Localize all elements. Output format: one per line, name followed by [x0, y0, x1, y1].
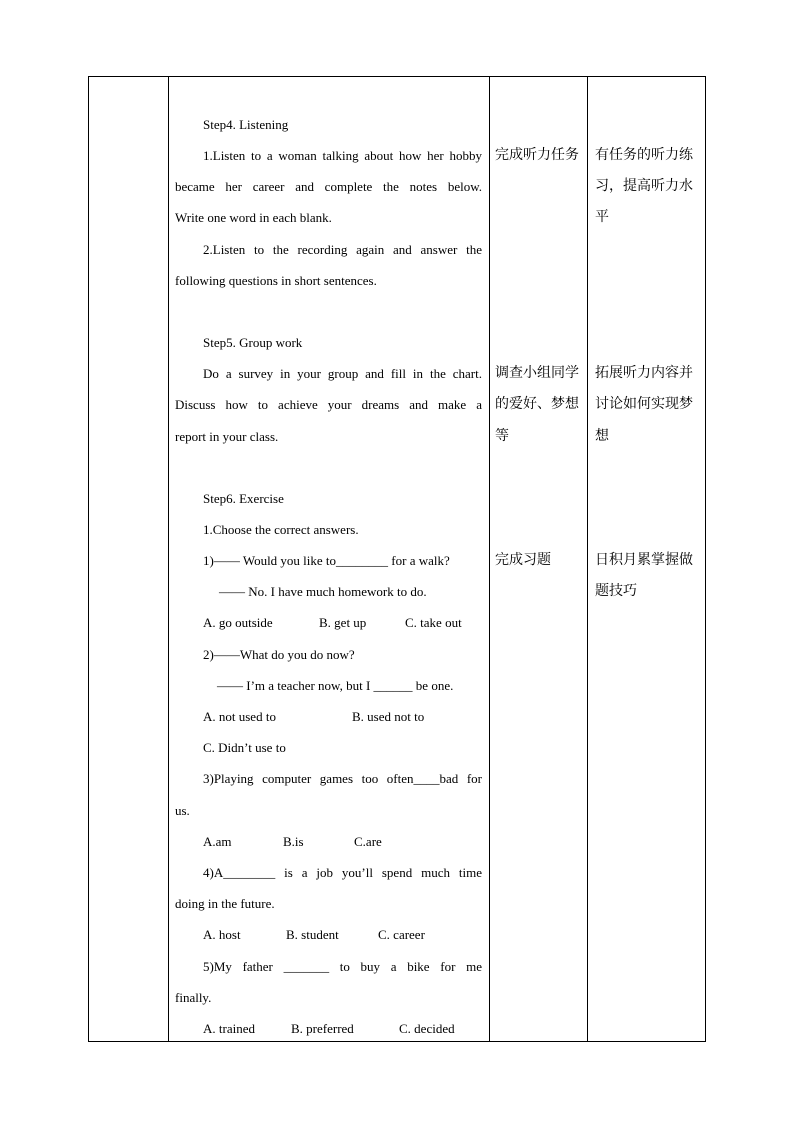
question-3-options	[175, 826, 482, 857]
question-3: 3)Playing computer games too often____bad for	[203, 771, 482, 786]
question-5: 5)My father _______ to buy a bike for me	[203, 959, 482, 974]
lesson-plan-table	[88, 76, 706, 1042]
teaching-steps-cell	[175, 77, 482, 1041]
question-2-answer: —— I’m a teacher now, but I ______ be one.	[217, 678, 454, 693]
option: C. Didn’t use to	[203, 740, 286, 755]
question-1-answer: —— No. I have much homework to do.	[219, 584, 427, 599]
step5-line: Discuss how to achieve your dreams and make a	[175, 397, 482, 412]
student-activity-step6: 完成习题	[495, 552, 551, 568]
student-activity-step5: 调查小组同学	[495, 365, 579, 381]
option: C.are	[354, 834, 382, 849]
option: C. career	[378, 927, 425, 942]
step5-line: report in your class.	[175, 429, 279, 444]
option: B. used not to	[352, 709, 425, 724]
option: A.am	[203, 834, 232, 849]
option: A. go outside	[203, 615, 273, 630]
option: C. take out	[405, 615, 462, 630]
question-4-options	[175, 919, 482, 950]
purpose-step5: 想	[595, 428, 609, 444]
question-4: 4)A________ is a job you’ll spend much time	[203, 865, 482, 880]
step4-item1-line: Write one word in each blank.	[175, 210, 332, 225]
option: B.is	[283, 834, 304, 849]
step4-item1-line: 1.Listen to a woman talking about how her hobby	[203, 148, 482, 163]
option: B. preferred	[291, 1021, 354, 1036]
blank-column-cell	[89, 77, 168, 1041]
option: A. trained	[203, 1021, 255, 1036]
option: B. student	[286, 927, 339, 942]
question-2: 2)——What do you do now?	[203, 647, 355, 662]
question-1-options	[175, 607, 482, 638]
question-5-cont: finally.	[175, 990, 212, 1005]
step5-title: Step5. Group work	[203, 335, 303, 350]
question-2-options	[175, 701, 482, 732]
student-activity-cell	[495, 77, 585, 1041]
column-divider	[587, 77, 588, 1041]
student-activity-step5: 等	[495, 428, 509, 444]
student-activity-step5: 的爱好、梦想	[495, 396, 579, 412]
question-4-cont: doing in the future.	[175, 896, 275, 911]
question-1: 1)—— Would you like to________ for a walk?	[203, 553, 450, 568]
student-activity-step4: 完成听力任务	[495, 147, 579, 163]
step6-title: Step6. Exercise	[203, 491, 284, 506]
purpose-step4: 平	[595, 209, 609, 225]
design-purpose-cell	[595, 77, 703, 1041]
purpose-step6: 题技巧	[595, 583, 637, 599]
step4-title: Step4. Listening	[203, 117, 289, 132]
purpose-step4: 习，提高听力水	[595, 178, 693, 194]
purpose-step5: 拓展听力内容并	[595, 365, 693, 381]
option: A. not used to	[203, 709, 276, 724]
step5-line: Do a survey in your group and fill in the chart.	[203, 366, 482, 381]
question-5-options	[175, 1013, 482, 1044]
purpose-step6: 日积月累掌握做	[595, 552, 693, 568]
step6-intro: 1.Choose the correct answers.	[203, 522, 359, 537]
column-divider	[168, 77, 169, 1041]
purpose-step4: 有任务的听力练	[595, 147, 693, 163]
question-3-cont: us.	[175, 803, 190, 818]
purpose-step5: 讨论如何实现梦	[595, 396, 693, 412]
option: A. host	[203, 927, 241, 942]
column-divider	[489, 77, 490, 1041]
step4-item1-line: became her career and complete the notes below.	[175, 179, 482, 194]
step4-item2-line: 2.Listen to the recording again and answer the	[203, 242, 482, 257]
step4-item2-line: following questions in short sentences.	[175, 273, 377, 288]
option: B. get up	[319, 615, 367, 630]
option: C. decided	[399, 1021, 455, 1036]
